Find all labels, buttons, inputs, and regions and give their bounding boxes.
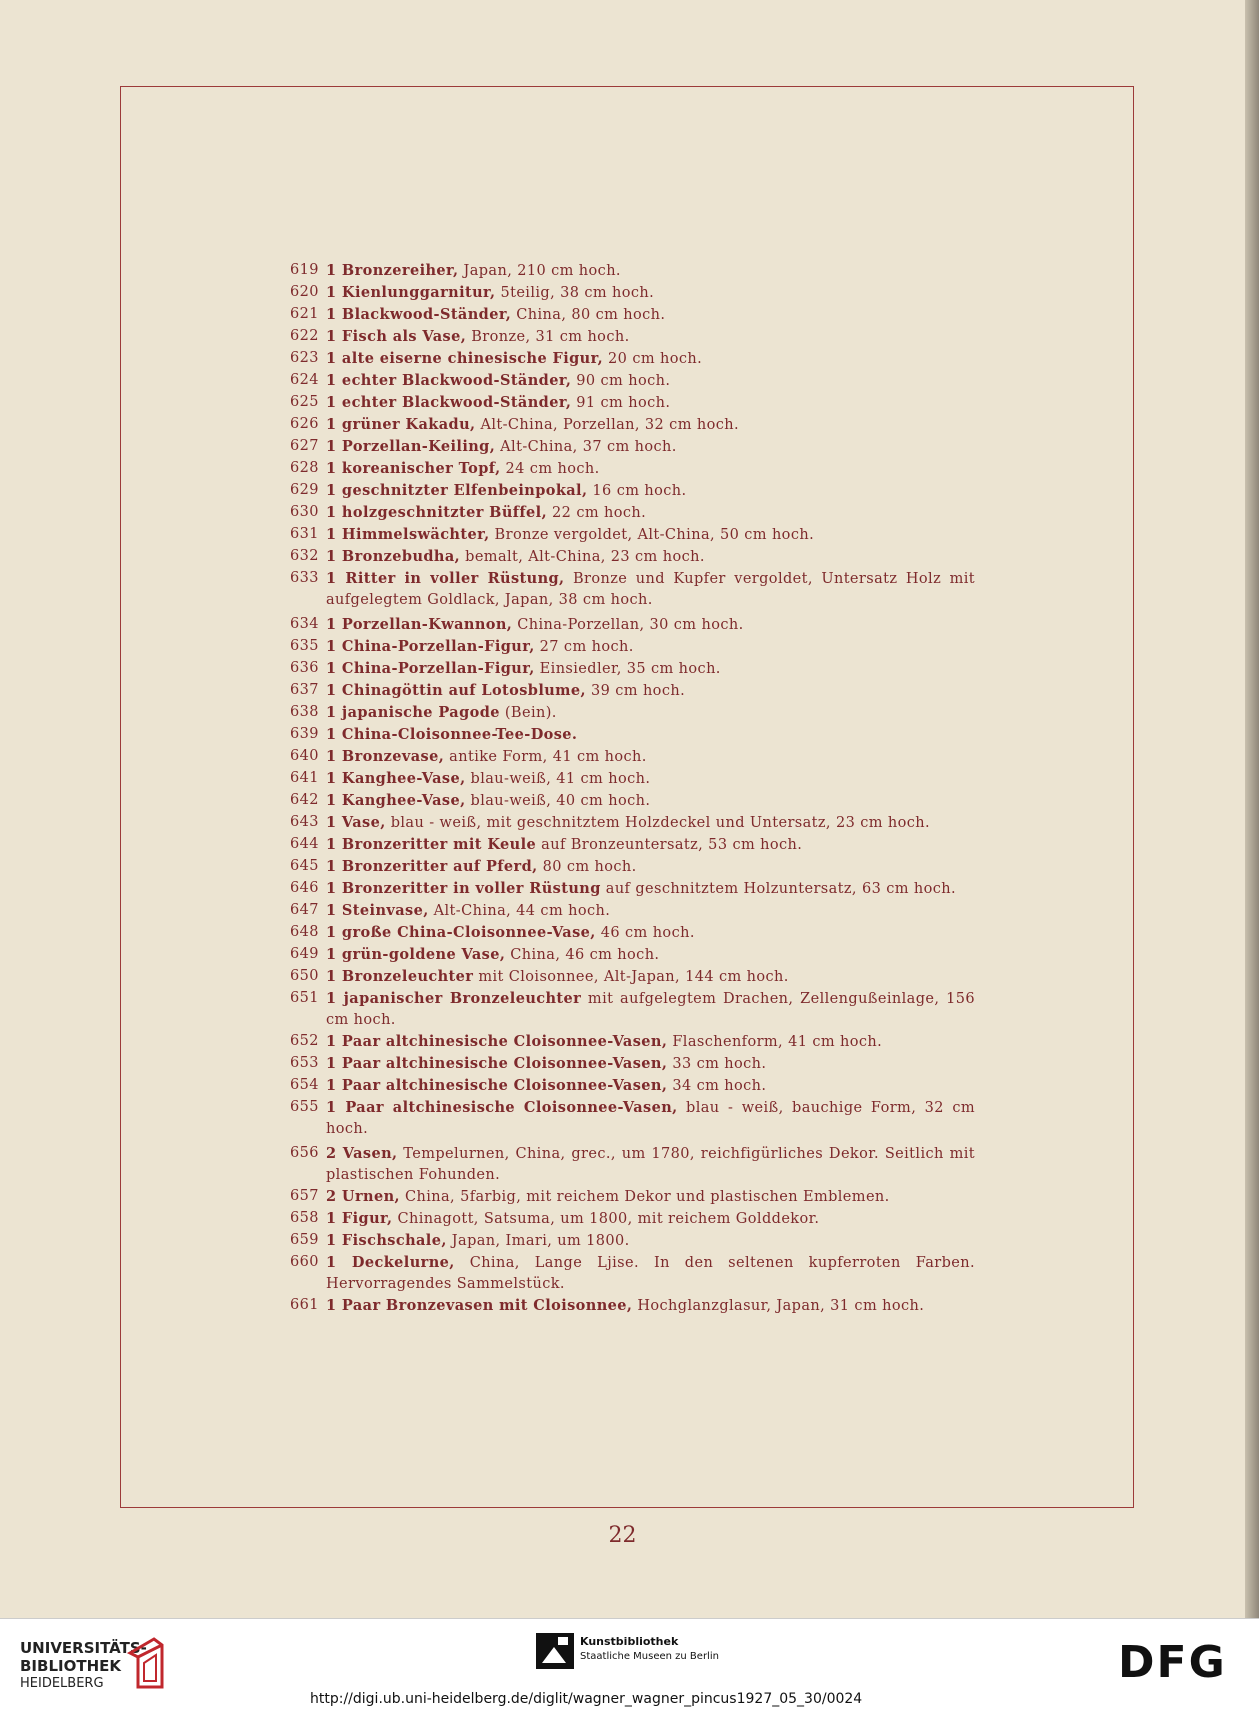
entry-number: 636 (290, 660, 319, 676)
entry-description (326, 392, 975, 414)
catalog-entry (290, 1143, 975, 1186)
entry-title: 1 Paar altchinesische Cloisonnee-Vasen, (326, 1077, 668, 1094)
catalog-entry (290, 724, 975, 746)
catalog-entry (290, 304, 975, 326)
entry-number: 620 (290, 284, 319, 300)
entry-title: 1 Porzellan-Keiling, (326, 438, 496, 455)
entry-details: Japan, 210 cm hoch. (458, 263, 621, 279)
entry-number: 661 (290, 1297, 319, 1313)
entry-title: 1 alte eiserne chinesische Figur, (326, 350, 604, 367)
entry-number: 619 (290, 262, 319, 278)
entry-details: China-Porzellan, 30 cm hoch. (512, 617, 744, 633)
entry-details: Alt-China, 44 cm hoch. (428, 903, 611, 919)
entry-number: 647 (290, 902, 319, 918)
entry-details: 46 cm hoch. (595, 925, 695, 941)
entry-description (326, 502, 975, 524)
catalog-entry (290, 260, 975, 282)
entry-description (326, 812, 975, 834)
entry-description (326, 1075, 975, 1097)
entry-details: mit aufgelegtem Drachen, Zellengußeinlage, 156 cm hoch. (326, 991, 975, 1028)
catalog-entry (290, 568, 975, 611)
entry-description (326, 1230, 975, 1252)
entry-number: 655 (290, 1099, 319, 1115)
entry-title: 1 Steinvase, (326, 902, 429, 919)
entry-details: antike Form, 41 cm hoch. (444, 749, 647, 765)
catalog-entry (290, 1252, 975, 1295)
entry-number: 651 (290, 990, 319, 1006)
catalog-entry (290, 988, 975, 1031)
entry-details: Alt-China, 37 cm hoch. (495, 439, 677, 455)
entry-description (326, 414, 975, 436)
entry-number: 625 (290, 394, 319, 410)
entry-number: 658 (290, 1210, 319, 1226)
catalog-entry (290, 746, 975, 768)
entry-details: (Bein). (499, 705, 557, 721)
entry-title: 1 Deckelurne, (326, 1254, 455, 1271)
entry-title: 1 Porzellan-Kwannon, (326, 616, 513, 633)
entry-description (326, 856, 975, 878)
entry-description (326, 724, 975, 746)
entry-title: 1 Paar altchinesische Cloisonnee-Vasen, (326, 1033, 668, 1050)
catalog-entry (290, 1031, 975, 1053)
entry-description (326, 348, 975, 370)
entry-title: 1 grün-goldene Vase, (326, 946, 506, 963)
catalog-entry (290, 680, 975, 702)
entry-details: 16 cm hoch. (587, 483, 687, 499)
entry-details: 90 cm hoch. (571, 373, 671, 389)
book-edge (1245, 0, 1259, 1618)
entry-details: mit Cloisonnee, Alt-Japan, 144 cm hoch. (473, 969, 789, 985)
entry-number: 630 (290, 504, 319, 520)
entry-title: 1 japanischer Bronzeleuchter (326, 990, 582, 1007)
catalog-entry (290, 702, 975, 724)
entry-title: 1 Chinagöttin auf Lotosblume, (326, 682, 586, 699)
entry-number: 626 (290, 416, 319, 432)
entry-number: 639 (290, 726, 319, 742)
entry-title: 1 echter Blackwood-Ständer, (326, 394, 572, 411)
entry-description (326, 944, 975, 966)
entry-number: 622 (290, 328, 319, 344)
catalog-entry (290, 436, 975, 458)
entry-description (326, 1031, 975, 1053)
catalog-entry (290, 658, 975, 680)
entry-description (326, 790, 975, 812)
entry-details: China, 80 cm hoch. (511, 307, 666, 323)
entry-title: 1 Bronzereiher, (326, 262, 459, 279)
entry-title: 1 Kienlunggarnitur, (326, 284, 496, 301)
entry-description (326, 1143, 975, 1186)
entry-title: 1 Bronzevase, (326, 748, 445, 765)
entry-title: 1 geschnitzter Elfenbeinpokal, (326, 482, 588, 499)
entry-title: 1 Bronzebudha, (326, 548, 461, 565)
entry-title: 1 japanische Pagode (326, 704, 500, 721)
entry-title: 1 echter Blackwood-Ständer, (326, 372, 572, 389)
entry-title: 1 Kanghee-Vase, (326, 770, 466, 787)
entry-details: blau-weiß, 41 cm hoch. (465, 771, 651, 787)
entry-details: Flaschenform, 41 cm hoch. (667, 1034, 883, 1050)
entry-details: Chinagott, Satsuma, um 1800, mit reichem Golddekor. (392, 1211, 820, 1227)
entry-number: 645 (290, 858, 319, 874)
entry-description (326, 1053, 975, 1075)
entry-number: 631 (290, 526, 319, 542)
entry-details: 20 cm hoch. (603, 351, 703, 367)
ub-book-icon (126, 1635, 166, 1691)
entry-title: 1 holzgeschnitzter Büffel, (326, 504, 548, 521)
kb-logo-line1: Kunstbibliothek (580, 1635, 679, 1648)
catalog-entry (290, 326, 975, 348)
catalog-entry (290, 414, 975, 436)
catalog-entry (290, 834, 975, 856)
entry-description (326, 900, 975, 922)
entry-number: 657 (290, 1188, 319, 1204)
entry-title: 1 Bronzeleuchter (326, 968, 474, 985)
entry-number: 646 (290, 880, 319, 896)
catalog-entry (290, 480, 975, 502)
entry-title: 1 Paar altchinesische Cloisonnee-Vasen, (326, 1055, 668, 1072)
catalog-entry (290, 1097, 975, 1140)
entry-description (326, 524, 975, 546)
entry-description (326, 1295, 975, 1317)
entry-number: 632 (290, 548, 319, 564)
entry-details: Einsiedler, 35 cm hoch. (534, 661, 721, 677)
catalog-entry (290, 636, 975, 658)
entry-details: blau - weiß, bauchige Form, 32 cm hoch. (326, 1100, 975, 1137)
catalog-list (290, 260, 975, 1317)
entry-number: 624 (290, 372, 319, 388)
entry-title: 2 Urnen, (326, 1188, 400, 1205)
catalog-entry (290, 546, 975, 568)
entry-number: 660 (290, 1254, 319, 1270)
entry-details: China, 5farbig, mit reichem Dekor und plastischen Emblemen. (399, 1189, 890, 1205)
entry-details: 22 cm hoch. (547, 505, 647, 521)
entry-description (326, 702, 975, 724)
entry-details: Alt-China, Porzellan, 32 cm hoch. (475, 417, 740, 433)
entry-details: Bronze und Kupfer vergoldet, Untersatz Holz mit aufgelegtem Goldlack, Japan, 38 cm hoch. (326, 571, 976, 608)
entry-title: 2 Vasen, (326, 1145, 398, 1162)
entry-details: 24 cm hoch. (500, 461, 600, 477)
entry-title: 1 China-Porzellan-Figur, (326, 638, 535, 655)
entry-description (326, 878, 975, 900)
entry-number: 648 (290, 924, 319, 940)
entry-number: 635 (290, 638, 319, 654)
catalog-entry (290, 966, 975, 988)
entry-details: 27 cm hoch. (534, 639, 634, 655)
page-number: 22 (608, 1523, 637, 1548)
entry-description (326, 1208, 975, 1230)
entry-number: 643 (290, 814, 319, 830)
entry-number: 640 (290, 748, 319, 764)
entry-number: 653 (290, 1055, 319, 1071)
entry-details: 39 cm hoch. (586, 683, 686, 699)
entry-number: 634 (290, 616, 319, 632)
entry-title: 1 koreanischer Topf, (326, 460, 501, 477)
catalog-entry (290, 614, 975, 636)
catalog-entry (290, 944, 975, 966)
source-url[interactable]: http://digi.ub.uni-heidelberg.de/diglit/wagner_wagner_pincus1927_05_30/0024 (310, 1691, 863, 1707)
entry-title: 1 China-Porzellan-Figur, (326, 660, 535, 677)
entry-title: 1 Fischschale, (326, 1232, 447, 1249)
entry-description (326, 260, 975, 282)
kunstbibliothek-icon (536, 1633, 574, 1669)
catalog-entry (290, 790, 975, 812)
entry-details: China, Lange Ljise. In den seltenen kupferroten Farben. Hervorragendes Sammelstück. (326, 1255, 975, 1292)
entry-details: 34 cm hoch. (667, 1078, 767, 1094)
footer-bar (0, 1618, 1259, 1709)
entry-description (326, 1252, 975, 1295)
catalog-entry (290, 900, 975, 922)
entry-number: 649 (290, 946, 319, 962)
entry-number: 642 (290, 792, 319, 808)
catalog-entry (290, 370, 975, 392)
entry-title: 1 Figur, (326, 1210, 393, 1227)
catalog-entry (290, 1295, 975, 1317)
entry-number: 656 (290, 1145, 319, 1161)
entry-description (326, 546, 975, 568)
entry-number: 650 (290, 968, 319, 984)
catalog-entry (290, 1230, 975, 1252)
entry-description (326, 680, 975, 702)
entry-details: 80 cm hoch. (537, 859, 637, 875)
ub-logo-line2: BIBLIOTHEK (20, 1657, 121, 1675)
entry-title: 1 große China-Cloisonnee-Vase, (326, 924, 596, 941)
entry-title: 1 Fisch als Vase, (326, 328, 467, 345)
catalog-entry (290, 768, 975, 790)
entry-details: 91 cm hoch. (571, 395, 671, 411)
entry-details: auf geschnitztem Holzuntersatz, 63 cm hoch. (600, 881, 957, 897)
entry-number: 629 (290, 482, 319, 498)
catalog-entry (290, 282, 975, 304)
entry-description (326, 988, 975, 1031)
entry-details: China, 46 cm hoch. (505, 947, 660, 963)
entry-number: 659 (290, 1232, 319, 1248)
entry-title: 1 Bronzeritter in voller Rüstung (326, 880, 601, 897)
entry-description (326, 568, 975, 611)
entry-title: 1 grüner Kakadu, (326, 416, 476, 433)
entry-title: 1 Vase, (326, 814, 386, 831)
entry-title: 1 Blackwood-Ständer, (326, 306, 512, 323)
entry-details: 33 cm hoch. (667, 1056, 767, 1072)
entry-number: 654 (290, 1077, 319, 1093)
catalog-entry (290, 922, 975, 944)
catalog-entry (290, 812, 975, 834)
entry-details: Japan, Imari, um 1800. (446, 1233, 630, 1249)
entry-title: 1 Bronzeritter mit Keule (326, 836, 537, 853)
entry-details: bemalt, Alt-China, 23 cm hoch. (460, 549, 705, 565)
entry-description (326, 370, 975, 392)
entry-description (326, 1097, 975, 1140)
entry-number: 627 (290, 438, 319, 454)
entry-details: 5teilig, 38 cm hoch. (495, 285, 655, 301)
catalog-entry (290, 1208, 975, 1230)
entry-description (326, 1186, 975, 1208)
kunstbibliothek-logo[interactable] (536, 1633, 719, 1673)
entry-title: 1 Bronzeritter auf Pferd, (326, 858, 538, 875)
entry-title: 1 Paar Bronzevasen mit Cloisonnee, (326, 1297, 633, 1314)
entry-details: Hochglanzglasur, Japan, 31 cm hoch. (632, 1298, 925, 1314)
catalog-entry (290, 524, 975, 546)
entry-number: 637 (290, 682, 319, 698)
entry-details: Bronze vergoldet, Alt-China, 50 cm hoch. (489, 527, 815, 543)
entry-details: auf Bronzeuntersatz, 53 cm hoch. (536, 837, 803, 853)
entry-description (326, 922, 975, 944)
entry-title: 1 Himmelswächter, (326, 526, 490, 543)
entry-title: 1 China-Cloisonnee-Tee-Dose. (326, 726, 578, 743)
entry-description (326, 746, 975, 768)
kb-logo-line2: Staatliche Museen zu Berlin (580, 1651, 719, 1662)
entry-description (326, 282, 975, 304)
entry-description (326, 436, 975, 458)
entry-description (326, 658, 975, 680)
catalog-entry (290, 1186, 975, 1208)
entry-number: 641 (290, 770, 319, 786)
entry-number: 652 (290, 1033, 319, 1049)
entry-description (326, 636, 975, 658)
catalog-entry (290, 392, 975, 414)
entry-description (326, 834, 975, 856)
entry-description (326, 966, 975, 988)
entry-details: blau - weiß, mit geschnitztem Holzdeckel und Untersatz, 23 cm hoch. (385, 815, 931, 831)
entry-title: 1 Kanghee-Vase, (326, 792, 466, 809)
catalog-entry (290, 878, 975, 900)
entry-details: Tempelurnen, China, grec., um 1780, reichfigürliches Dekor. Seitlich mit plastischen Fohunden. (326, 1146, 975, 1183)
catalog-entry (290, 348, 975, 370)
entry-details: blau-weiß, 40 cm hoch. (465, 793, 651, 809)
entry-description (326, 614, 975, 636)
entry-description (326, 326, 975, 348)
entry-description (326, 458, 975, 480)
entry-number: 644 (290, 836, 319, 852)
dfg-logo[interactable]: DFG (1118, 1637, 1227, 1688)
entry-number: 633 (290, 570, 319, 586)
entry-number: 638 (290, 704, 319, 720)
ub-logo-line1: UNIVERSITÄTS- (20, 1639, 147, 1657)
entry-description (326, 304, 975, 326)
catalog-entry (290, 856, 975, 878)
entry-number: 621 (290, 306, 319, 322)
catalog-entry (290, 458, 975, 480)
catalog-entry (290, 1053, 975, 1075)
entry-number: 623 (290, 350, 319, 366)
entry-description (326, 480, 975, 502)
entry-details: Bronze, 31 cm hoch. (466, 329, 630, 345)
ub-logo-line3: HEIDELBERG (20, 1676, 104, 1691)
catalog-entry (290, 502, 975, 524)
entry-number: 628 (290, 460, 319, 476)
entry-title: 1 Ritter in voller Rüstung, (326, 570, 565, 587)
entry-description (326, 768, 975, 790)
catalog-entry (290, 1075, 975, 1097)
entry-title: 1 Paar altchinesische Cloisonnee-Vasen, (326, 1099, 678, 1116)
